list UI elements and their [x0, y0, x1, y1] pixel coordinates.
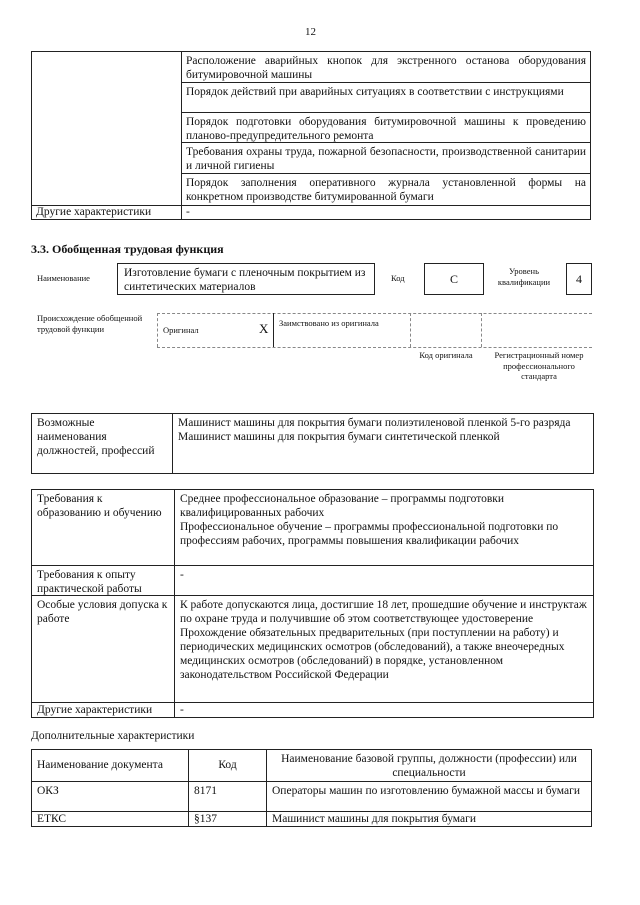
code-value: C [424, 263, 484, 295]
qualification-level-value: 4 [566, 263, 592, 295]
special-conditions-label: Особые условия допуска к работе [31, 595, 175, 703]
original-code-label: Код оригинала [419, 350, 473, 360]
name-label: Наименование [37, 273, 90, 283]
additional-header-code: Код [188, 749, 267, 782]
education-value [174, 489, 594, 566]
requirement-paragraph: Среднее профессиональное образование – программы подготовки квалифицированных рабочих [180, 493, 505, 519]
borrowed-label: Заимствовано из оригинала [279, 318, 379, 328]
code-label: Код [391, 273, 405, 283]
top-table-item: Порядок заполнения оперативного журнала установленной формы на конкретном производстве битумированной бумаги [181, 173, 591, 206]
top-table-left-cell [31, 51, 182, 206]
requirement-paragraph: Прохождение обязательных предварительных (при поступлении на работу) и периодических медицинских осмотров (обследований), а также внеочередных медицинских осмотров (обследований) в порядке, установленном законодательством Российской Федерации [180, 627, 565, 681]
table-row-group: Машинист машины для покрытия бумаги [266, 811, 592, 827]
special-conditions-value [174, 595, 594, 703]
requirement-paragraph: - [180, 569, 184, 581]
position-line: Машинист машины для покрытия бумаги синтетической пленкой [178, 431, 500, 443]
positions-value [172, 413, 594, 474]
top-table-item: Порядок подготовки оборудования битумировочной машины к проведению планово-предупредительного ремонта [181, 112, 591, 143]
top-table-item: Расположение аварийных кнопок для экстренного останова оборудования битумировочной машины [181, 51, 591, 83]
additional-title: Дополнительные характеристики [31, 730, 195, 742]
experience-label: Требования к опыту практической работы [31, 565, 175, 596]
origin-grid-divider [273, 313, 274, 347]
function-name-value: Изготовление бумаги с пленочным покрытием из синтетических материалов [117, 263, 375, 295]
section-title: 3.3. Обобщенная трудовая функция [31, 242, 224, 256]
qualification-level-label: Уровень квалификации [497, 266, 551, 287]
table-row-document: ЕТКС [31, 811, 189, 827]
other-characteristics-label: Другие характеристики [31, 702, 175, 718]
origin-grid-top-line [157, 313, 592, 314]
table-row-group: Операторы машин по изготовлению бумажной массы и бумаги [266, 781, 592, 812]
requirement-paragraph: Профессиональное обучение – программы профессиональной подготовки по профессиям рабочих, программы повышения квалификации рабочих [180, 521, 559, 547]
other-characteristics-value: - [181, 205, 591, 220]
origin-grid-divider [410, 313, 411, 347]
origin-label: Происхождение обобщенной трудовой функции [37, 313, 143, 334]
top-table-item: Требования охраны труда, пожарной безопасности, производственной санитарии и личной гигиены [181, 142, 591, 174]
table-row-document: ОКЗ [31, 781, 189, 812]
requirement-paragraph: К работе допускаются лица, достигшие 18 лет, прошедшие обучение и инструктаж по охране труда и получившие об этом соответствующее удостоверение [180, 599, 587, 625]
original-mark: X [259, 321, 269, 336]
table-row-code: 8171 [188, 781, 267, 812]
additional-header-group: Наименование базовой группы, должности (профессии) или специальности [266, 749, 592, 782]
table-row-code: §137 [188, 811, 267, 827]
top-table-item: Порядок действий при аварийных ситуациях в соответствии с инструкциями [181, 82, 591, 113]
positions-label: Возможные наименования должностей, профессий [31, 413, 173, 474]
original-label: Оригинал [163, 325, 199, 335]
origin-grid-divider [481, 313, 482, 347]
registration-number-label: Регистрационный номер профессионального стандарта [494, 350, 584, 381]
other-characteristics-value: - [174, 702, 594, 718]
origin-grid-divider [157, 313, 158, 347]
origin-grid-bottom-line [157, 347, 592, 348]
position-line: Машинист машины для покрытия бумаги полиэтиленовой пленкой 5-го разряда [178, 417, 571, 429]
experience-value [174, 565, 594, 596]
page-number: 12 [305, 26, 316, 38]
additional-header-document: Наименование документа [31, 749, 189, 782]
other-characteristics-label: Другие характеристики [31, 205, 182, 220]
education-label: Требования к образованию и обучению [31, 489, 175, 566]
